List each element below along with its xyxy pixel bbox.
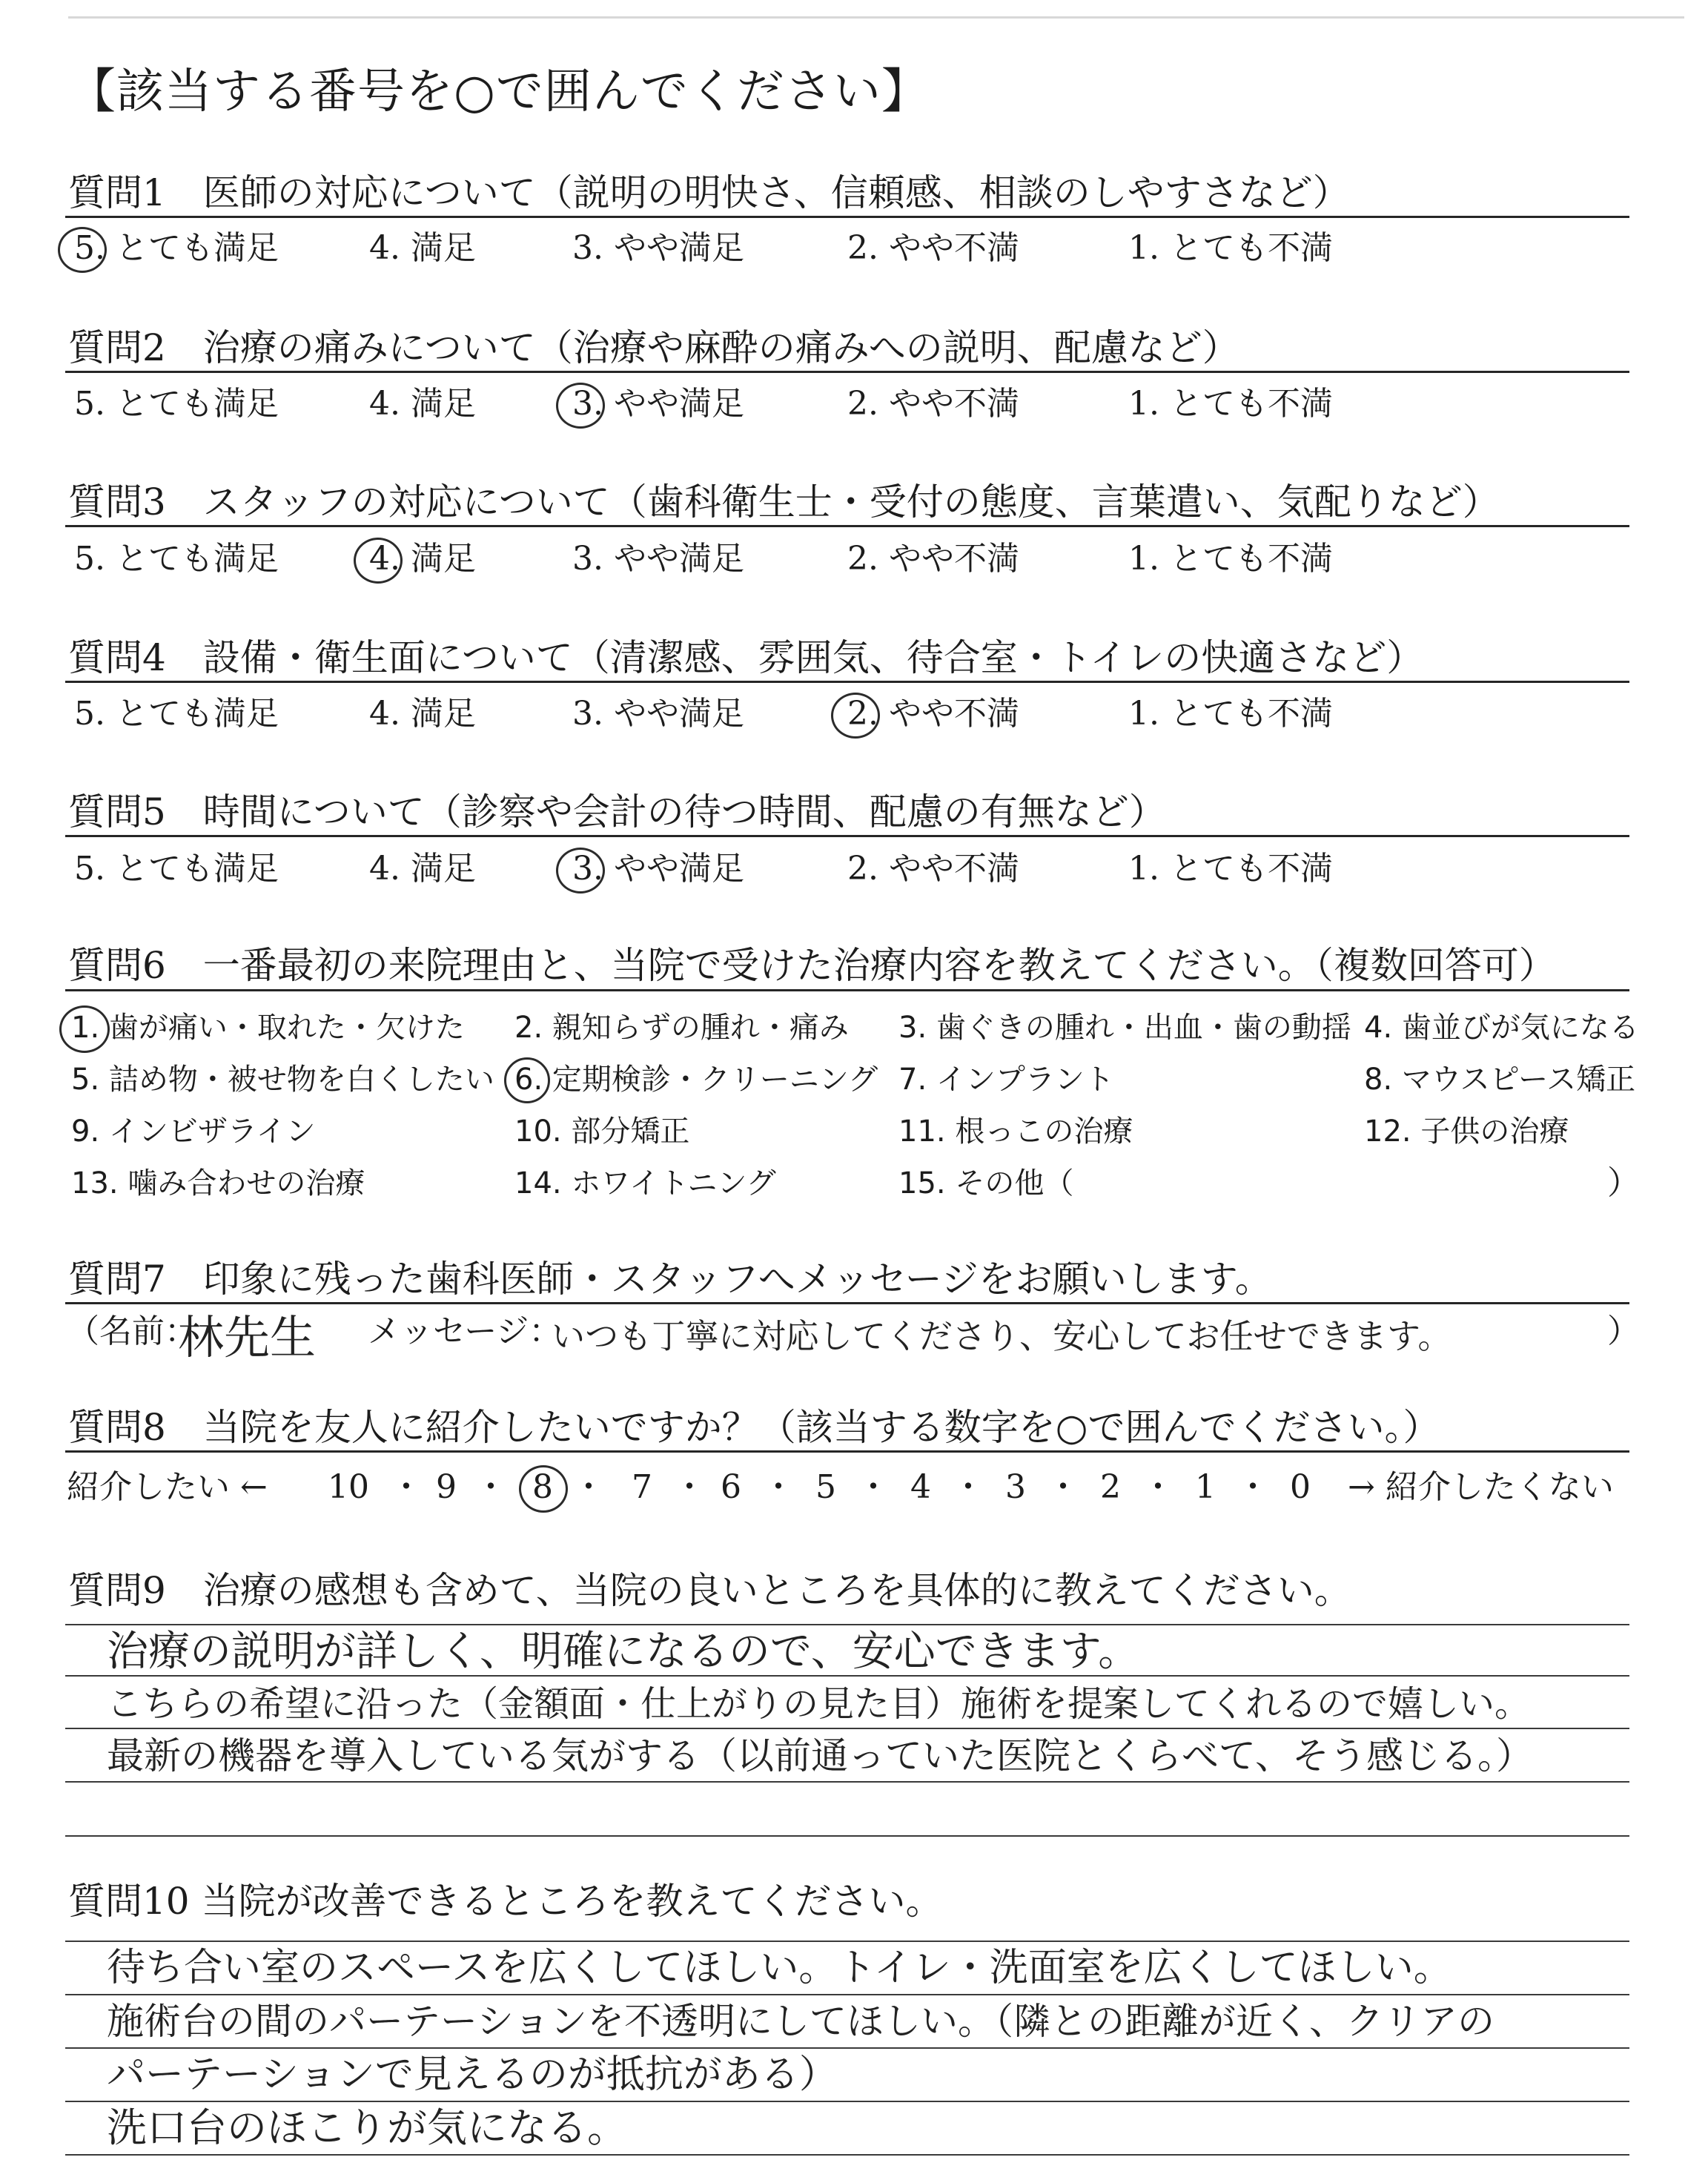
q2-option-4[interactable]: 4. 満足 (369, 385, 476, 423)
q10-answer-line-1[interactable]: 待ち合い室のスペースを広くしてほしい。トイレ・洗面室を広くしてほしい。 (107, 1946, 1452, 1990)
q4-option-3[interactable]: 3. やや満足 (572, 695, 744, 733)
q2-option-5[interactable]: 5. とても満足 (74, 385, 279, 423)
q9-answer-line-3[interactable]: 最新の機器を導入している気がする（以前通っていた医院とくらべて、そう感じる。） (107, 1734, 1533, 1777)
top-border (68, 16, 1684, 19)
q7-message-value[interactable]: いつも丁寧に対応してくださり、安心してお任せできます。 (552, 1316, 1452, 1356)
q8-dot: ・ (1047, 1468, 1079, 1506)
q8-scale-6[interactable]: 6 (721, 1468, 741, 1506)
q5-option-5[interactable]: 5. とても満足 (74, 850, 279, 888)
q5-option-4[interactable]: 4. 満足 (369, 850, 476, 888)
q8-dot: ・ (762, 1468, 795, 1506)
q8-scale-8[interactable]: 8 (532, 1468, 553, 1506)
q9-writing-line (65, 1624, 1629, 1625)
q6-choice-1[interactable]: 1. 歯が痛い・取れた・欠けた (71, 1011, 465, 1045)
q6-choice-8[interactable]: 8. マウスピース矯正 (1364, 1063, 1636, 1097)
q6-choice-10[interactable]: 10. 部分矯正 (514, 1114, 690, 1149)
q8-selected-circle (519, 1465, 568, 1513)
question-2-label: 質問2 治療の痛みについて（治療や麻酔の痛みへの説明、配慮など） (68, 326, 1239, 369)
q2-option-2[interactable]: 2. やや不満 (847, 385, 1019, 423)
q1-option-5[interactable]: 5. とても満足 (74, 229, 279, 267)
question-1-label: 質問1 医師の対応について（説明の明快さ、信頼感、相談のしやすさなど） (68, 171, 1350, 214)
q8-dot: ・ (1142, 1468, 1174, 1506)
q10-writing-line (65, 1941, 1629, 1942)
question-6-label: 質問6 一番最初の来院理由と、当院で受けた治療内容を教えてください。（複数回答可） (68, 944, 1556, 987)
q6-selected-circle-1 (59, 1005, 110, 1053)
q3-option-4[interactable]: 4. 満足 (369, 540, 476, 578)
q8-scale-7[interactable]: 7 (632, 1468, 652, 1506)
q6-close-paren: ） (1607, 1164, 1640, 1202)
q8-scale-2[interactable]: 2 (1100, 1468, 1121, 1506)
q8-dot: ・ (390, 1468, 423, 1506)
q9-answer-line-2[interactable]: こちらの希望に沿った（金額面・仕上がりの見た目）施術を提案してくれるので嬉しい。 (107, 1683, 1531, 1725)
q10-writing-line (65, 2154, 1629, 2156)
q2-selected-circle (556, 383, 605, 429)
q7-name-value[interactable]: 林先生 (178, 1310, 317, 1364)
page-title: 【該当する番号を○で囲んでください】 (68, 65, 930, 119)
q6-choice-2[interactable]: 2. 親知らずの腫れ・痛み (514, 1011, 849, 1045)
q3-option-5[interactable]: 5. とても満足 (74, 540, 279, 578)
q1-option-3[interactable]: 3. やや満足 (572, 229, 744, 267)
q8-scale-3[interactable]: 3 (1005, 1468, 1026, 1506)
q9-writing-line (65, 1728, 1629, 1729)
q9-answer-line-1[interactable]: 治療の説明が詳しく、明確になるので、安心できます。 (107, 1628, 1140, 1676)
q8-scale-9[interactable]: 9 (436, 1468, 457, 1506)
q6-choice-7[interactable]: 7. インプラント (898, 1063, 1114, 1097)
question-2-rule (65, 371, 1629, 373)
question-8-label: 質問8 当院を友人に紹介したいですか？（該当する数字を○で囲んでください。） (68, 1406, 1440, 1449)
q9-writing-line (65, 1835, 1629, 1837)
q10-answer-line-2[interactable]: 施術台の間のパーテーションを不透明にしてほしい。（隣との距離が近く、クリアの (107, 2000, 1494, 2043)
q10-writing-line (65, 1994, 1629, 1995)
q6-choice-6[interactable]: 6. 定期検診・クリーニング (514, 1063, 878, 1097)
q8-scale-1[interactable]: 1 (1195, 1468, 1216, 1506)
question-4-rule (65, 681, 1629, 683)
question-9-label: 質問9 治療の感想も含めて、当院の良いところを具体的に教えてください。 (68, 1569, 1351, 1612)
q1-option-4[interactable]: 4. 満足 (369, 229, 476, 267)
q6-choice-3[interactable]: 3. 歯ぐきの腫れ・出血・歯の動揺 (898, 1011, 1351, 1045)
q8-dot: ・ (952, 1468, 984, 1506)
q8-scale-4[interactable]: 4 (910, 1468, 931, 1506)
q10-answer-line-3[interactable]: パーテーションで見えるのが抵抗がある） (107, 2052, 838, 2097)
question-10-label: 質問10 当院が改善できるところを教えてください。 (68, 1880, 943, 1923)
q5-option-3[interactable]: 3. やや満足 (572, 850, 744, 888)
q3-option-2[interactable]: 2. やや不満 (847, 540, 1019, 578)
question-5-rule (65, 835, 1629, 837)
question-8-rule (65, 1450, 1629, 1453)
q7-close-paren: ） (1607, 1312, 1640, 1350)
q4-option-1[interactable]: 1. とても不満 (1128, 695, 1333, 733)
q8-dot: ・ (673, 1468, 706, 1506)
q8-dot: ・ (1237, 1468, 1269, 1506)
q8-scale-10[interactable]: 10 (328, 1468, 369, 1506)
q5-option-1[interactable]: 1. とても不満 (1128, 850, 1333, 888)
q10-writing-line (65, 2047, 1629, 2049)
q6-choice-14[interactable]: 14. ホワイトニング (514, 1166, 776, 1200)
q4-selected-circle (831, 693, 880, 739)
q6-choice-11[interactable]: 11. 根っこの治療 (898, 1114, 1133, 1149)
q8-dot: ・ (857, 1468, 890, 1506)
question-7-label: 質問7 印象に残った歯科医師・スタッフへメッセージをお願いします。 (68, 1258, 1272, 1301)
q6-selected-circle-6 (504, 1057, 550, 1103)
q8-scale-0[interactable]: 0 (1290, 1468, 1311, 1506)
question-4-label: 質問4 設備・衛生面について（清潔感、雰囲気、待合室・トイレの快適さなど） (68, 636, 1424, 679)
q6-choice-5[interactable]: 5. 詰め物・被せ物を白くしたい (71, 1063, 494, 1097)
q8-dot: ・ (572, 1468, 605, 1506)
q5-option-2[interactable]: 2. やや不満 (847, 850, 1019, 888)
q8-scale-5[interactable]: 5 (815, 1468, 836, 1506)
q6-choice-13[interactable]: 13. 噛み合わせの治療 (71, 1166, 365, 1200)
q6-choice-9[interactable]: 9. インビザライン (71, 1114, 316, 1149)
q5-selected-circle (556, 848, 605, 894)
q3-selected-circle (354, 538, 403, 584)
question-3-label: 質問3 スタッフの対応について（歯科衛生士・受付の態度、言葉遣い、気配りなど） (68, 480, 1500, 524)
question-6-rule (65, 989, 1629, 991)
q1-selected-circle (58, 227, 107, 273)
q7-message-label: メッセージ： (368, 1312, 562, 1350)
q10-writing-line (65, 2101, 1629, 2102)
q8-left-label: 紹介したい ← (67, 1468, 268, 1506)
q2-option-3[interactable]: 3. やや満足 (572, 385, 744, 423)
q10-answer-line-4[interactable]: 洗口台のほこりが気になる。 (107, 2104, 627, 2151)
q7-name-label: （名前： (67, 1312, 197, 1350)
question-3-rule (65, 525, 1629, 527)
q2-option-1[interactable]: 1. とても不満 (1128, 385, 1333, 423)
q3-option-3[interactable]: 3. やや満足 (572, 540, 744, 578)
q1-option-1[interactable]: 1. とても不満 (1128, 229, 1333, 267)
q8-dot: ・ (474, 1468, 507, 1506)
q3-option-1[interactable]: 1. とても不満 (1128, 540, 1333, 578)
question-5-label: 質問5 時間について（診察や会計の待つ時間、配慮の有無など） (68, 790, 1166, 833)
q8-right-label: → 紹介したくない (1348, 1468, 1614, 1506)
question-7-rule (65, 1302, 1629, 1304)
q4-option-5[interactable]: 5. とても満足 (74, 695, 279, 733)
q6-choice-4[interactable]: 4. 歯並びが気になる (1364, 1011, 1639, 1045)
q9-writing-line (65, 1781, 1629, 1783)
q6-choice-12[interactable]: 12. 子供の治療 (1364, 1114, 1569, 1149)
question-1-rule (65, 216, 1629, 218)
q1-option-2[interactable]: 2. やや不満 (847, 229, 1019, 267)
q4-option-2[interactable]: 2. やや不満 (847, 695, 1019, 733)
q6-choice-15[interactable]: 15. その他（ (898, 1166, 1074, 1200)
q4-option-4[interactable]: 4. 満足 (369, 695, 476, 733)
